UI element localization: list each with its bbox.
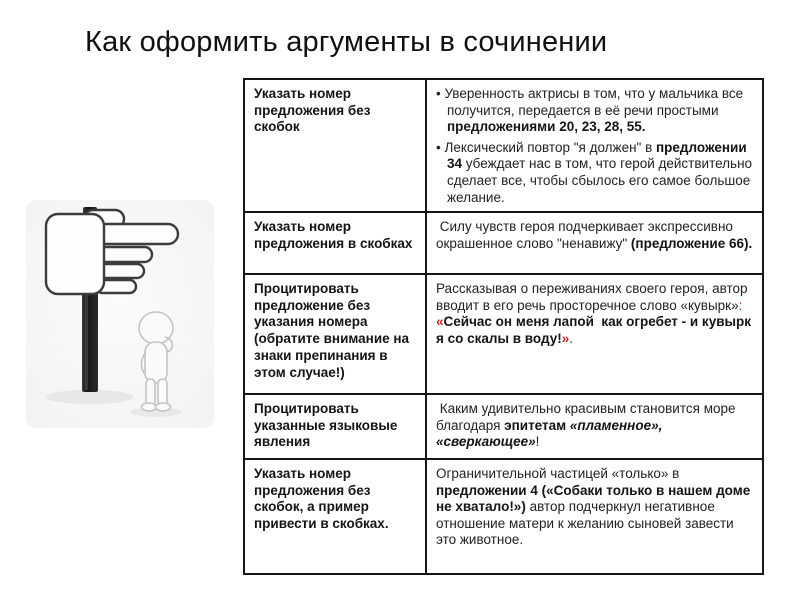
arguments-table — [243, 78, 764, 575]
text-run: (предложение 66). — [630, 235, 753, 251]
text-run: Лексический повтор "я должен" в — [444, 139, 657, 155]
method-cell: Указать номер предложения без скобок — [244, 79, 426, 212]
method-cell: Указать номер предложения в скобках — [244, 212, 426, 274]
text-run: Силу чувств героя подчеркивает экспрессивно окрашенное слово "ненавижу" — [436, 219, 737, 251]
text-run: Каким удивительно красивым становится море благодаря — [436, 401, 740, 433]
example-cell — [426, 274, 763, 394]
pointing-hand-signpost-icon — [26, 200, 214, 428]
pointing-hand-signpost-illustration — [26, 200, 214, 428]
table-row — [244, 274, 763, 394]
text-run: Сейчас он меня лапой как огребет - и кувырк я со скалы в воду! — [436, 314, 755, 346]
text-run: Уверенность актрисы в том, что у мальчика все получится, передается в её речи простыми — [444, 86, 747, 118]
method-cell: Процитировать предложение без указания номера (обратите внимание на знаки препинания в этом случае!) — [244, 274, 426, 394]
table-row — [244, 79, 763, 212]
text-run: : — [738, 297, 747, 313]
table-row — [244, 394, 763, 459]
text-run: предложении 4 («Собаки только в нашем доме не хватало!») — [436, 482, 754, 515]
example-cell — [426, 459, 763, 574]
text-run: » — [561, 330, 570, 346]
table-row — [244, 212, 763, 274]
text-run: Ограничительной частицей «только» в — [436, 466, 684, 481]
method-cell: Процитировать указанные языковые явления — [244, 394, 426, 459]
example-cell — [426, 79, 763, 212]
text-run: « — [436, 314, 444, 330]
text-run: убеждает нас в том, что герой действительно сделает все, чтобы сбылось его самое большое желание. — [447, 156, 756, 205]
text-run: предложениями 20, 23, 28, 55. — [447, 119, 646, 135]
text-run: Рассказывая о переживаниях своего героя, автор вводит в его речь просторечное слово «кувырк» — [436, 281, 752, 313]
bullet-icon: • — [436, 86, 445, 101]
text-run: ! — [535, 434, 540, 450]
slide-title: Как оформить аргументы в сочинении — [85, 26, 608, 58]
arguments-table-body — [244, 79, 763, 574]
method-cell: Указать номер предложения без скобок, а пример привести в скобках. — [244, 459, 426, 574]
example-cell — [426, 212, 763, 274]
text-run: . — [569, 330, 574, 346]
text-run: автор подчеркнул негативное отношение матери к желанию сыновей завести это животное. — [436, 499, 738, 548]
text-run: предложении 34 — [447, 139, 751, 172]
bullet-icon: • — [436, 139, 445, 155]
text-run: «пламенное», «сверкающее» — [436, 417, 667, 450]
example-cell — [426, 394, 763, 459]
text-run: эпитетам — [504, 417, 570, 433]
table-row — [244, 459, 763, 574]
